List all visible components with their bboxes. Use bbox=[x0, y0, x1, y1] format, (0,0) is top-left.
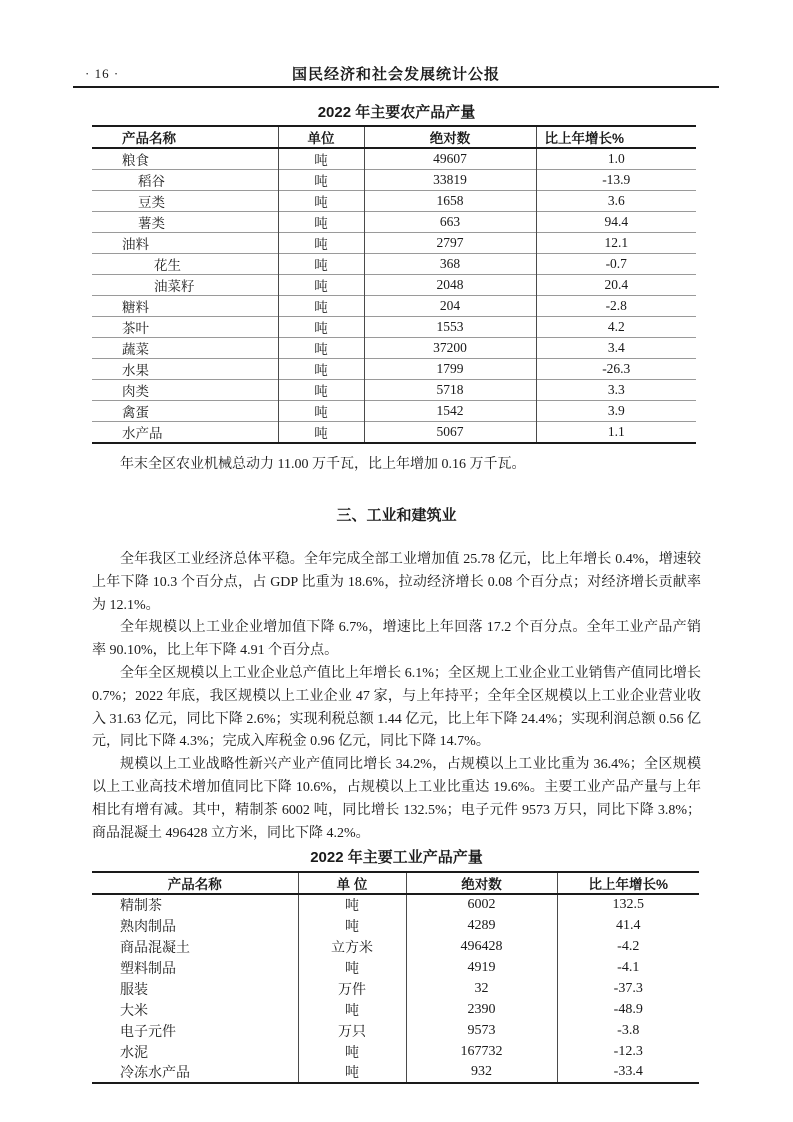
table-row bbox=[92, 401, 696, 422]
table-cell-growth: -12.3 bbox=[613, 1043, 643, 1059]
col-header-growth: 比上年增长% bbox=[544, 131, 625, 146]
industry-table-title: 2022 年主要工业产品产量 bbox=[310, 849, 483, 867]
table-cell-unit: 吨 bbox=[278, 359, 364, 380]
table-cell-name: 电子元件 bbox=[92, 1020, 298, 1041]
table-cell-name: 粮食 bbox=[92, 148, 278, 170]
table-cell-growth: -13.9 bbox=[602, 172, 631, 187]
industry-paragraph: 全年全区规模以上工业企业总产值比上年增长 6.1%；全区规上工业企业工业销售产值同比增长 0.7%；2022 年底，我区规模以上工业企业 47 家，与上年持平；全年全区规模以上工业企业营业收入 31.63 亿元，同比下降 2.6%；实现利税总额 1.44 亿元，比上年下降 24.4%；实现利润总额 0.56 亿元，同比下降 4.3%；完成入库税金 0.96 亿元，同比下降 14.7%。 bbox=[92, 665, 701, 750]
table-cell-unit: 吨 bbox=[278, 212, 364, 233]
table-cell-name: 油料 bbox=[92, 233, 278, 254]
industry-table-body bbox=[92, 894, 699, 1083]
table-row bbox=[92, 915, 699, 936]
table-cell-name: 服装 bbox=[92, 978, 298, 999]
table-cell-unit: 吨 bbox=[278, 296, 364, 317]
table-cell-name: 稻谷 bbox=[92, 170, 278, 191]
table-cell-growth: -3.8 bbox=[617, 1022, 640, 1038]
table-cell-value: 33819 bbox=[364, 170, 536, 191]
table-row bbox=[92, 1062, 699, 1083]
table-row bbox=[92, 957, 699, 978]
table-cell-name: 塑料制品 bbox=[92, 957, 298, 978]
table-cell-growth: 132.5 bbox=[612, 897, 644, 913]
table-cell-growth: 1.0 bbox=[607, 151, 625, 166]
table-cell-growth: 20.4 bbox=[604, 277, 629, 292]
table-cell-value: 663 bbox=[364, 212, 536, 233]
table-row bbox=[92, 254, 696, 275]
table-cell-unit: 吨 bbox=[278, 401, 364, 422]
industry-table-header-row bbox=[92, 872, 699, 894]
table-cell-unit: 万只 bbox=[298, 1020, 406, 1041]
table-cell-value: 2390 bbox=[406, 999, 557, 1020]
industry-products-table bbox=[92, 871, 699, 1084]
col-header-product-name: 产品名称 bbox=[92, 126, 278, 148]
table-cell-value: 5067 bbox=[364, 422, 536, 444]
table-cell-growth: 3.3 bbox=[607, 382, 625, 397]
page-header bbox=[73, 60, 719, 88]
table-cell-growth: 1.1 bbox=[607, 424, 625, 439]
table-cell-name: 花生 bbox=[92, 254, 278, 275]
table-cell-growth: 4.2 bbox=[607, 319, 625, 334]
page-content bbox=[92, 98, 701, 1084]
table-cell-unit: 吨 bbox=[298, 999, 406, 1020]
document-header-title: 国民经济和社会发展统计公报 bbox=[291, 66, 500, 83]
table-row bbox=[92, 1020, 699, 1041]
col-header-unit: 单位 bbox=[278, 126, 364, 148]
table-cell-name: 水产品 bbox=[92, 422, 278, 444]
table-row bbox=[92, 999, 699, 1020]
page-number: · 16 · bbox=[85, 66, 120, 81]
table-cell-value: 496428 bbox=[406, 936, 557, 957]
table-cell-value: 5718 bbox=[364, 380, 536, 401]
agri-table-title: 2022 年主要农产品产量 bbox=[317, 104, 476, 121]
table-cell-value: 4919 bbox=[406, 957, 557, 978]
table-row bbox=[92, 317, 696, 338]
section-heading-industry: 三、工业和建筑业 bbox=[336, 507, 457, 524]
table-cell-growth: -4.2 bbox=[617, 938, 640, 954]
table-cell-value: 1799 bbox=[364, 359, 536, 380]
agri-machinery-note: 年末全区农业机械总动力 11.00 万千瓦，比上年增加 0.16 万千瓦。 bbox=[120, 457, 526, 472]
table-row bbox=[92, 148, 696, 170]
table-cell-name: 水泥 bbox=[92, 1041, 298, 1062]
table-cell-unit: 立方米 bbox=[298, 936, 406, 957]
table-cell-growth: 94.4 bbox=[604, 214, 629, 229]
table-row bbox=[92, 359, 696, 380]
table-cell-name: 蔬菜 bbox=[92, 338, 278, 359]
table-cell-name: 肉类 bbox=[92, 380, 278, 401]
table-cell-name: 豆类 bbox=[92, 191, 278, 212]
table-cell-value: 932 bbox=[406, 1062, 557, 1083]
table-row bbox=[92, 936, 699, 957]
table-row bbox=[92, 170, 696, 191]
table-cell-name: 茶叶 bbox=[92, 317, 278, 338]
table-cell-unit: 吨 bbox=[278, 148, 364, 170]
table-row bbox=[92, 233, 696, 254]
industry-paragraph: 全年我区工业经济总体平稳。全年完成全部工业增加值 25.78 亿元，比上年增长 0.4%，增速较上年下降 10.3 个百分点，占 GDP 比重为 18.6%，拉动经济增长 0.08 个百分点；对经济增长贡献率为 12.1%。 bbox=[92, 552, 701, 613]
table-cell-name: 熟肉制品 bbox=[92, 915, 298, 936]
table-cell-value: 9573 bbox=[406, 1020, 557, 1041]
table-cell-name: 禽蛋 bbox=[92, 401, 278, 422]
table-cell-growth: -48.9 bbox=[613, 1001, 643, 1017]
table-cell-name: 商品混凝土 bbox=[92, 936, 298, 957]
table-row bbox=[92, 191, 696, 212]
table-cell-unit: 吨 bbox=[278, 191, 364, 212]
table-cell-growth: -0.7 bbox=[605, 256, 627, 271]
table-cell-unit: 吨 bbox=[298, 915, 406, 936]
table-cell-value: 2797 bbox=[364, 233, 536, 254]
table-cell-value: 1553 bbox=[364, 317, 536, 338]
table-row bbox=[92, 275, 696, 296]
table-cell-name: 薯类 bbox=[92, 212, 278, 233]
table-cell-growth: -37.3 bbox=[613, 980, 643, 996]
table-cell-name: 冷冻水产品 bbox=[92, 1062, 298, 1083]
table-cell-unit: 吨 bbox=[298, 1062, 406, 1083]
table-row bbox=[92, 422, 696, 444]
table-cell-unit: 吨 bbox=[278, 170, 364, 191]
table-cell-growth: 3.9 bbox=[607, 403, 625, 418]
table-cell-growth: 3.6 bbox=[607, 193, 625, 208]
industry-paragraph: 规模以上工业战略性新兴产业产值同比增长 34.2%，占规模以上工业比重为 36.4%；全区规模以上工业高技术增加值同比下降 10.6%，占规模以上工业比重达 19.6%。主要工业产品产量与上年相比有增有减。其中，精制茶 6002 吨，同比增长 132.5%；电子元件 9573 万只，同比下降 3.8%；商品混凝土 496428 立方米，同比下降 4.2%。 bbox=[92, 757, 701, 841]
table-cell-unit: 吨 bbox=[278, 317, 364, 338]
table-cell-unit: 万件 bbox=[298, 978, 406, 999]
table-row bbox=[92, 380, 696, 401]
table-cell-value: 1658 bbox=[364, 191, 536, 212]
table-cell-growth: 41.4 bbox=[616, 917, 641, 933]
table-cell-value: 368 bbox=[364, 254, 536, 275]
table-cell-unit: 吨 bbox=[278, 380, 364, 401]
table-cell-unit: 吨 bbox=[278, 233, 364, 254]
table-row bbox=[92, 338, 696, 359]
table-cell-unit: 吨 bbox=[278, 422, 364, 444]
table-cell-growth: -2.8 bbox=[605, 298, 627, 313]
table-row bbox=[92, 212, 696, 233]
table-cell-unit: 吨 bbox=[298, 1041, 406, 1062]
agri-table-header-row bbox=[92, 126, 696, 148]
col-header-unit: 单 位 bbox=[298, 872, 406, 894]
table-cell-value: 6002 bbox=[406, 894, 557, 915]
col-header-absolute-value: 绝对数 bbox=[406, 872, 557, 894]
table-cell-name: 水果 bbox=[92, 359, 278, 380]
table-cell-name: 糖料 bbox=[92, 296, 278, 317]
agri-table-body bbox=[92, 148, 696, 443]
table-cell-growth: -33.4 bbox=[613, 1064, 643, 1080]
table-cell-value: 37200 bbox=[364, 338, 536, 359]
table-cell-value: 204 bbox=[364, 296, 536, 317]
table-cell-unit: 吨 bbox=[298, 894, 406, 915]
table-cell-unit: 吨 bbox=[278, 275, 364, 296]
industry-paragraph: 全年规模以上工业企业增加值下降 6.7%，增速比上年回落 17.2 个百分点。全年工业产品产销率 90.10%，比上年下降 4.91 个百分点。 bbox=[92, 620, 701, 659]
col-header-growth: 比上年增长% bbox=[588, 877, 668, 893]
table-cell-growth: -26.3 bbox=[602, 361, 631, 376]
table-cell-value: 1542 bbox=[364, 401, 536, 422]
agri-products-table bbox=[92, 125, 696, 444]
table-row bbox=[92, 1041, 699, 1062]
table-row bbox=[92, 296, 696, 317]
table-cell-unit: 吨 bbox=[278, 254, 364, 275]
table-row bbox=[92, 894, 699, 915]
table-cell-value: 2048 bbox=[364, 275, 536, 296]
table-cell-name: 大米 bbox=[92, 999, 298, 1020]
table-cell-value: 167732 bbox=[406, 1041, 557, 1062]
col-header-product-name: 产品名称 bbox=[92, 872, 298, 894]
table-cell-value: 32 bbox=[406, 978, 557, 999]
table-row bbox=[92, 978, 699, 999]
table-cell-name: 精制茶 bbox=[92, 894, 298, 915]
table-cell-value: 4289 bbox=[406, 915, 557, 936]
table-cell-growth: -4.1 bbox=[617, 959, 640, 975]
table-cell-unit: 吨 bbox=[278, 338, 364, 359]
col-header-absolute-value: 绝对数 bbox=[364, 126, 536, 148]
table-cell-value: 49607 bbox=[364, 148, 536, 170]
table-cell-growth: 3.4 bbox=[607, 340, 625, 355]
table-cell-growth: 12.1 bbox=[604, 235, 629, 250]
table-cell-name: 油菜籽 bbox=[92, 275, 278, 296]
table-cell-unit: 吨 bbox=[298, 957, 406, 978]
